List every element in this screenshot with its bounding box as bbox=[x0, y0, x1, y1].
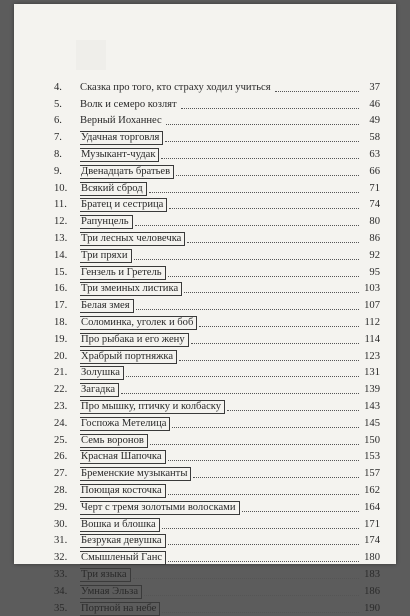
toc-entry-number: 34. bbox=[54, 585, 68, 597]
toc-entry-page-number: 174 bbox=[364, 535, 380, 547]
toc-entry bbox=[54, 531, 380, 548]
toc-entry-number: 13. bbox=[54, 232, 68, 244]
toc-entry-number: 25. bbox=[54, 434, 68, 446]
dot-leader bbox=[168, 459, 359, 461]
toc-entry bbox=[54, 312, 380, 329]
toc-entry bbox=[54, 346, 380, 363]
toc-entry-number: 18. bbox=[54, 316, 68, 328]
table-of-contents bbox=[54, 77, 380, 615]
dot-leader bbox=[161, 157, 359, 159]
toc-entry-page-number: 139 bbox=[364, 384, 380, 396]
toc-entry-number: 30. bbox=[54, 518, 68, 530]
dot-leader bbox=[187, 241, 359, 243]
toc-entry-number: 29. bbox=[54, 501, 68, 513]
toc-entry-number: 27. bbox=[54, 468, 68, 480]
toc-entry-page-number: 49 bbox=[369, 115, 380, 127]
toc-entry-title: Семь воронов bbox=[80, 434, 148, 448]
toc-entry bbox=[54, 94, 380, 111]
toc-entry bbox=[54, 497, 380, 514]
toc-entry-page-number: 164 bbox=[364, 501, 380, 513]
toc-entry-title: Всякий сброд bbox=[80, 182, 147, 196]
dot-leader bbox=[172, 426, 359, 428]
dot-leader bbox=[136, 308, 359, 310]
toc-entry bbox=[54, 379, 380, 396]
dot-leader bbox=[165, 140, 359, 142]
dot-leader bbox=[162, 611, 359, 613]
toc-entry-title: Три языка bbox=[80, 568, 131, 582]
toc-entry-title: Загадка bbox=[80, 383, 119, 397]
toc-entry-number: 5. bbox=[54, 98, 62, 110]
toc-entry-title: Три пряхи bbox=[80, 249, 132, 263]
dot-leader bbox=[168, 275, 359, 277]
toc-entry-page-number: 46 bbox=[369, 98, 380, 110]
toc-entry bbox=[54, 111, 380, 128]
toc-entry-page-number: 86 bbox=[369, 232, 380, 244]
toc-entry-number: 31. bbox=[54, 535, 68, 547]
toc-entry bbox=[54, 144, 380, 161]
book-page bbox=[14, 4, 396, 614]
dot-leader bbox=[275, 90, 359, 92]
toc-entry-title: Красная Шапочка bbox=[80, 450, 166, 464]
toc-entry-page-number: 180 bbox=[364, 552, 380, 564]
toc-entry-page-number: 150 bbox=[364, 434, 380, 446]
toc-entry-number: 23. bbox=[54, 400, 68, 412]
toc-entry-page-number: 95 bbox=[369, 266, 380, 278]
toc-entry-page-number: 66 bbox=[369, 165, 380, 177]
toc-entry bbox=[54, 396, 380, 413]
toc-entry-number: 15. bbox=[54, 266, 68, 278]
toc-entry-number: 20. bbox=[54, 350, 68, 362]
toc-entry-page-number: 112 bbox=[364, 316, 380, 328]
toc-entry-page-number: 74 bbox=[369, 199, 380, 211]
toc-entry-number: 35. bbox=[54, 602, 68, 614]
toc-entry-title: Сказка про того, кто страху ходил учиться bbox=[80, 81, 271, 93]
dot-leader bbox=[134, 258, 360, 260]
toc-entry-title: Про рыбака и его жену bbox=[80, 333, 189, 347]
toc-entry-page-number: 58 bbox=[369, 132, 380, 144]
toc-entry-number: 4. bbox=[54, 81, 62, 93]
toc-entry bbox=[54, 178, 380, 195]
toc-entry-page-number: 157 bbox=[364, 468, 380, 480]
toc-entry-page-number: 143 bbox=[364, 400, 380, 412]
dot-leader bbox=[181, 107, 359, 109]
toc-entry-number: 16. bbox=[54, 283, 68, 295]
toc-entry bbox=[54, 295, 380, 312]
dot-leader bbox=[162, 527, 359, 529]
dot-leader bbox=[166, 123, 359, 125]
dot-leader bbox=[242, 510, 359, 512]
toc-entry bbox=[54, 127, 380, 144]
toc-entry-page-number: 171 bbox=[364, 518, 380, 530]
toc-entry bbox=[54, 463, 380, 480]
toc-entry-title: Портной на небе bbox=[80, 602, 160, 616]
toc-entry-page-number: 162 bbox=[364, 484, 380, 496]
toc-entry-title: Удачная торговля bbox=[80, 131, 163, 145]
toc-entry bbox=[54, 480, 380, 497]
toc-entry bbox=[54, 413, 380, 430]
toc-entry-page-number: 145 bbox=[364, 417, 380, 429]
dot-leader bbox=[227, 409, 359, 411]
toc-entry-number: 26. bbox=[54, 451, 68, 463]
toc-entry-title: Рапунцель bbox=[80, 215, 133, 229]
toc-entry-number: 32. bbox=[54, 552, 68, 564]
toc-entry-number: 9. bbox=[54, 165, 62, 177]
toc-entry-title: Соломинка, уголек и боб bbox=[80, 316, 197, 330]
toc-entry bbox=[54, 262, 380, 279]
toc-entry-title: Верный Иоханнес bbox=[80, 115, 162, 127]
toc-entry bbox=[54, 195, 380, 212]
dot-leader bbox=[150, 443, 359, 445]
toc-entry bbox=[54, 363, 380, 380]
toc-entry-title: Гензель и Гретель bbox=[80, 266, 166, 280]
toc-entry-page-number: 80 bbox=[369, 216, 380, 228]
toc-entry-title: Смышленый Ганс bbox=[80, 551, 166, 565]
dot-leader bbox=[144, 594, 359, 596]
toc-entry bbox=[54, 211, 380, 228]
toc-entry-number: 24. bbox=[54, 417, 68, 429]
toc-entry-page-number: 114 bbox=[364, 333, 380, 345]
toc-entry-title: Бременские музыканты bbox=[80, 467, 191, 481]
toc-entry-number: 33. bbox=[54, 568, 68, 580]
toc-entry-title: Поющая косточка bbox=[80, 484, 166, 498]
toc-entry bbox=[54, 430, 380, 447]
toc-entry bbox=[54, 581, 380, 598]
toc-entry-page-number: 103 bbox=[364, 283, 380, 295]
toc-entry-page-number: 107 bbox=[364, 300, 380, 312]
dot-leader bbox=[168, 493, 359, 495]
toc-entry-page-number: 123 bbox=[364, 350, 380, 362]
toc-entry bbox=[54, 161, 380, 178]
toc-entry-number: 7. bbox=[54, 132, 62, 144]
toc-entry-title: Двенадцать братьев bbox=[80, 165, 174, 179]
toc-entry-title: Черт с тремя золотыми волосками bbox=[80, 501, 240, 515]
dot-leader bbox=[126, 375, 359, 377]
toc-entry-title: Умная Эльза bbox=[80, 585, 142, 599]
toc-entry-title: Безрукая девушка bbox=[80, 534, 166, 548]
toc-entry-title: Вошка и блошка bbox=[80, 518, 160, 532]
dot-leader bbox=[168, 560, 359, 562]
toc-entry bbox=[54, 598, 380, 615]
toc-entry-title: Три лесных человечка bbox=[80, 232, 185, 246]
toc-entry bbox=[54, 77, 380, 94]
dot-leader bbox=[193, 476, 359, 478]
toc-entry-number: 22. bbox=[54, 384, 68, 396]
toc-entry bbox=[54, 245, 380, 262]
toc-entry-title: Храбрый портняжка bbox=[80, 350, 177, 364]
toc-entry-title: Белая змея bbox=[80, 299, 134, 313]
toc-entry-page-number: 131 bbox=[364, 367, 380, 379]
toc-entry bbox=[54, 447, 380, 464]
toc-entry-page-number: 92 bbox=[369, 249, 380, 261]
toc-entry-number: 21. bbox=[54, 367, 68, 379]
toc-entry-number: 28. bbox=[54, 484, 68, 496]
toc-entry bbox=[54, 514, 380, 531]
dot-leader bbox=[121, 392, 359, 394]
dot-leader bbox=[184, 291, 359, 293]
toc-entry-title: Музыкант-чудак bbox=[80, 148, 159, 162]
toc-entry-page-number: 183 bbox=[364, 568, 380, 580]
dot-leader bbox=[133, 577, 359, 579]
toc-entry-number: 10. bbox=[54, 182, 68, 194]
dot-leader bbox=[168, 543, 359, 545]
toc-entry-title: Госпожа Метелица bbox=[80, 417, 170, 431]
toc-entry-title: Про мышку, птичку и колбаску bbox=[80, 400, 225, 414]
toc-entry-number: 12. bbox=[54, 216, 68, 228]
toc-entry-title: Братец и сестрица bbox=[80, 198, 167, 212]
dot-leader bbox=[176, 174, 359, 176]
toc-entry-title: Три змеиных листика bbox=[80, 282, 182, 296]
toc-entry-page-number: 37 bbox=[369, 81, 380, 93]
toc-entry-page-number: 63 bbox=[369, 148, 380, 160]
toc-entry-title: Волк и семеро козлят bbox=[80, 98, 177, 110]
page-mark bbox=[76, 40, 106, 70]
toc-entry bbox=[54, 547, 380, 564]
toc-entry-page-number: 153 bbox=[364, 451, 380, 463]
toc-entry-page-number: 71 bbox=[369, 182, 380, 194]
toc-entry-page-number: 190 bbox=[364, 602, 380, 614]
toc-entry-number: 6. bbox=[54, 115, 62, 127]
toc-entry-number: 11. bbox=[54, 199, 67, 211]
dot-leader bbox=[191, 342, 359, 344]
toc-entry-number: 14. bbox=[54, 249, 68, 261]
dot-leader bbox=[179, 359, 359, 361]
dot-leader bbox=[199, 325, 359, 327]
toc-entry bbox=[54, 279, 380, 296]
toc-entry-number: 8. bbox=[54, 148, 62, 160]
toc-entry bbox=[54, 564, 380, 581]
dot-leader bbox=[169, 207, 359, 209]
toc-entry bbox=[54, 228, 380, 245]
toc-entry bbox=[54, 329, 380, 346]
toc-entry-title: Золушка bbox=[80, 366, 124, 380]
toc-entry-number: 19. bbox=[54, 333, 68, 345]
toc-entry-number: 17. bbox=[54, 300, 68, 312]
dot-leader bbox=[149, 191, 359, 193]
toc-entry-page-number: 186 bbox=[364, 585, 380, 597]
dot-leader bbox=[135, 224, 359, 226]
